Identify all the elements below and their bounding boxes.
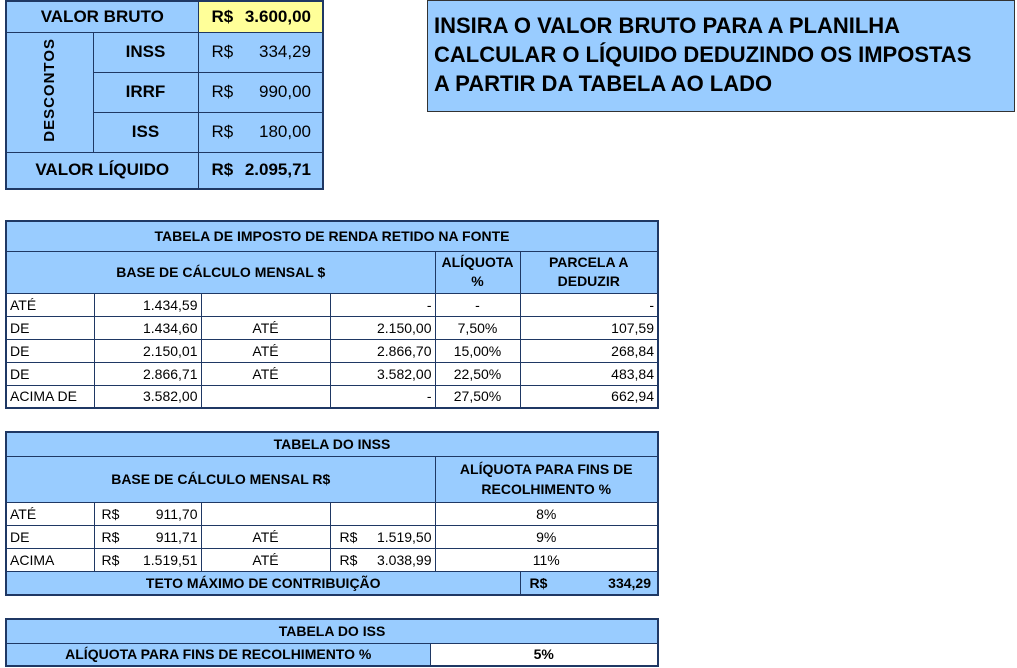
irrf-row-label: ATÉ [6,293,94,316]
irrf-row [6,362,658,385]
irrf-row-parcela: 483,84 [520,362,658,385]
iss-title: TABELA DO ISS [6,619,658,643]
inss-row-to: R$ 3.038,99 [330,548,435,571]
irrf-row-from: 1.434,59 [94,293,201,316]
irrf-row [6,385,658,408]
irrf-row-to: - [330,385,435,408]
inss-label: INSS [93,32,198,72]
instructions-line-2: CALCULAR O LÍQUIDO DEDUZINDO OS IMPOSTAS [434,42,972,67]
irrf-col-parcela: PARCELA A DEDUZIR [520,251,658,293]
irrf-row-sep: ATÉ [201,362,330,385]
inss-row-from: R$ 911,71 [94,525,201,548]
inss-row [6,548,658,571]
irrf-row-to: 2.150,00 [330,316,435,339]
irrf-row-aliquota: - [435,293,520,316]
teto-label: TETO MÁXIMO DE CONTRIBUIÇÃO [6,571,520,595]
inss-row-label: ATÉ [6,502,94,525]
irrf-row-label: DE [6,339,94,362]
teto-amount: R$ 334,29 [520,571,658,595]
irrf-col-base: BASE DE CÁLCULO MENSAL $ [6,251,435,293]
irrf-row-parcela: 662,94 [520,385,658,408]
irrf-col-aliquota: ALÍQUOTA % [435,251,520,293]
inss-row-aliquota: 11% [435,548,658,571]
irrf-row-from: 2.150,01 [94,339,201,362]
descontos-label: DESCONTOS [6,32,93,152]
instructions-box [427,0,1015,112]
inss-row-sep: ATÉ [201,548,330,571]
irrf-row-from: 3.582,00 [94,385,201,408]
irrf-row-from: 1.434,60 [94,316,201,339]
inss-row-aliquota: 8% [435,502,658,525]
irrf-row [6,293,658,316]
irrf-row-sep: ATÉ [201,316,330,339]
irrf-row-aliquota: 27,50% [435,385,520,408]
inss-title: TABELA DO INSS [6,432,658,456]
instructions-line-3: A PARTIR DA TABELA AO LADO [434,71,773,96]
irrf-row-to: 3.582,00 [330,362,435,385]
inss-row-sep [201,502,330,525]
valor-liquido-amount: R$ 2.095,71 [198,152,323,189]
irrf-row-aliquota: 15,00% [435,339,520,362]
irrf-row-sep [201,385,330,408]
summary-table [5,0,324,190]
inss-amount: R$ 334,29 [198,32,323,72]
iss-amount: R$ 180,00 [198,112,323,152]
inss-row-aliquota: 9% [435,525,658,548]
irrf-amount: R$ 990,00 [198,72,323,112]
inss-row-label: ACIMA [6,548,94,571]
irrf-row-to: 2.866,70 [330,339,435,362]
irrf-row-sep: ATÉ [201,339,330,362]
inss-row-to: R$ 1.519,50 [330,525,435,548]
iss-aliquota-label: ALÍQUOTA PARA FINS DE RECOLHIMENTO % [6,643,430,666]
irrf-table [5,220,659,409]
irrf-row-label: DE [6,316,94,339]
irrf-row [6,316,658,339]
irrf-row-aliquota: 7,50% [435,316,520,339]
irrf-row-to: - [330,293,435,316]
inss-row-from: R$ 1.519,51 [94,548,201,571]
inss-col-aliquota: ALÍQUOTA PARA FINS DE RECOLHIMENTO % [435,456,658,502]
inss-row-sep: ATÉ [201,525,330,548]
inss-row [6,525,658,548]
iss-table [5,618,659,667]
instructions-line-1: INSIRA O VALOR BRUTO PARA A PLANILHA [434,13,901,38]
inss-row-from: R$ 911,70 [94,502,201,525]
inss-col-base: BASE DE CÁLCULO MENSAL R$ [6,456,435,502]
iss-label: ISS [93,112,198,152]
irrf-row-label: ACIMA DE [6,385,94,408]
valor-liquido-label: VALOR LÍQUIDO [6,152,198,189]
irrf-row-parcela: 107,59 [520,316,658,339]
irrf-row-label: DE [6,362,94,385]
irrf-title: TABELA DE IMPOSTO DE RENDA RETIDO NA FONTE [6,221,658,251]
irrf-row-parcela: 268,84 [520,339,658,362]
irrf-row-aliquota: 22,50% [435,362,520,385]
irrf-label: IRRF [93,72,198,112]
inss-row [6,502,658,525]
valor-bruto-label: VALOR BRUTO [6,1,198,32]
inss-table [5,431,659,596]
valor-bruto-input[interactable]: R$ 3.600,00 [198,1,323,32]
irrf-row [6,339,658,362]
irrf-row-sep [201,293,330,316]
irrf-row-from: 2.866,71 [94,362,201,385]
inss-row-label: DE [6,525,94,548]
inss-row-to [330,502,435,525]
irrf-row-parcela: - [520,293,658,316]
valor-bruto-value: 3.600,00 [244,6,311,26]
iss-aliquota-value: 5% [430,643,658,666]
